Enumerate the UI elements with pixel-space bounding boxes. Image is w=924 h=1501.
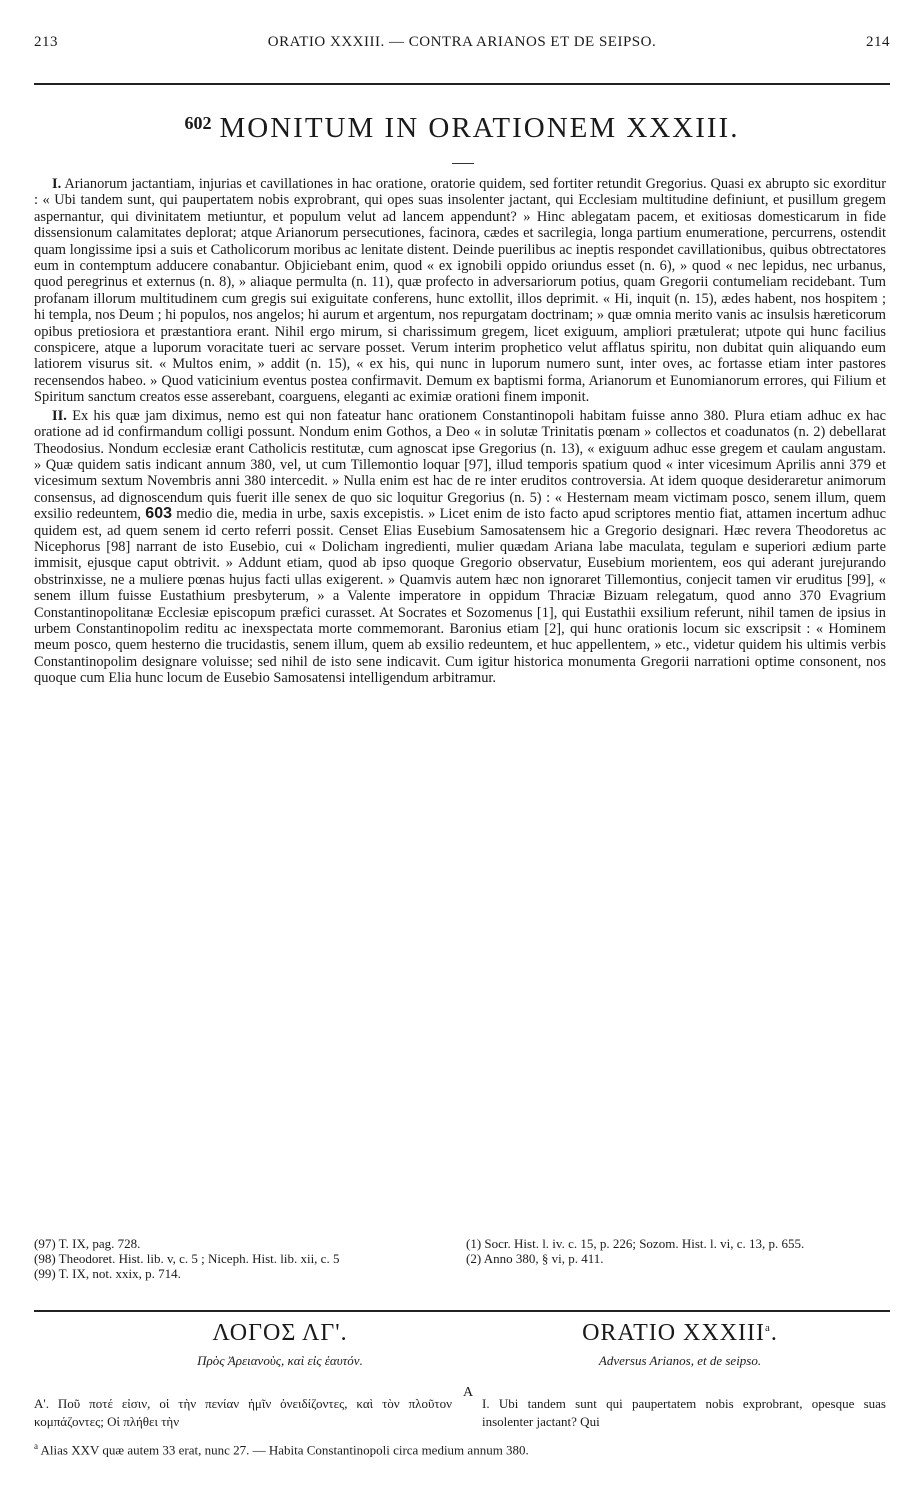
greek-subtitle: Πρὸς Ἀρειανοὺς, καὶ εἰς ἑαυτόν. xyxy=(197,1353,363,1368)
latin-title-text: ORATIO XXXIII xyxy=(582,1320,766,1346)
column-marker: 603 xyxy=(145,505,172,523)
running-title: ORATIO XXXIII. — CONTRA ARIANOS ET DE SEIPSO. xyxy=(267,34,657,50)
paragraph-text-continued: medio die, media in urbe, saxis excepistis. » Licet enim de isto facto apud scriptores mentio fiat, attamen incertum adhuc quidem est, ad quem senem id certo referri possit. Censet Elias Eusebium Samosatensem hic a Gregorio designari. Hæc revera Theodoretus ac Nicephorus [98] narrant de isto Eusebio, cui « Dolicham ingredienti, mulier quædam Ariana labe maculata, tegulam e superiori ædium parte immisit, ejusque caput obtrivit. » Addunt etiam, quod ab ipso quoque Gregorio observatur, Eusebium morientem, eos qui aderant jurejurando obstrinxisse, ne a muliere pœnas hujus facti ullas exigerent. » Quamvis autem hæc non ignoraret Tillemontius, conjecit tamen vir eruditus [99], « senem illum fuisse Eustathium presbyterum, » a Valente imperatore in oppidum Thraciæ Bizuam relegatum, quod anno 370 Evagrium Constantinopolitanæ Ecclesiæ episcopum præfici curasset. At Socrates et Sozomenus [1], qui Eustathii exsilium referunt, nihil tamen de ipsius in urbem Constantinopolim reditu ac inexspectata morte commemorant. Baronius etiam [2], qui hunc orationis locum sic exscripsit : « Hominem meum posco, quem hesterno die trucidastis, senem illum, quem ab exsilio redeuntem, et huc appellentem, » etc., videtur quidem his ultimis verbis Constantinopolim designare voluisse; sed nihil de isto sene indicavit. Cum igitur historica monumenta Gregorii narrationi optime consonent, nos quoque cum Elia hunc locum de Eusebio Samosatensi intelligendum arbitramur. xyxy=(34,506,886,687)
latin-title: ORATIO XXXIII$^a$. xyxy=(582,1320,778,1346)
footnote: (99) T. IX, not. xxix, p. 714. xyxy=(34,1266,181,1281)
paragraph-number: II. xyxy=(52,407,67,424)
section-rule xyxy=(34,1310,890,1312)
greek-title: ΛΟΓΟΣ ΛΓ'. xyxy=(212,1320,348,1346)
paragraph-text: Ex his quæ jam diximus, nemo est qui non fateatur hanc orationem Constantinopoli habitam fuisse anno 380. Plura etiam adhuc ex hac oratione ad id confirmandum colligi possunt. Nondum enim Gothos, a Deo « in solutæ Trinitatis pœnam » collectos et coadunatos (n. 2) debellarat Theodosius. Nondum ecclesiæ erant Catholicis restitutæ, cum agnoscat ipse Gregorius (n. 13), « exiguum adhuc esse gregem et caulam angustam. » Quæ quidem satis indicant annum 380, vel, ut cum Tillemontio loquar [97], illud temporis spatium quod « inter vicesimum Aprilis anni 379 et vicesimum sextum Novembris anni 380 intercedit. » Nulla enim est hac de re inter eruditos controversia. At idem quoque desideraretur animorum consensus, ad dignoscendum quis fuerit ille senex de quo sic loquitur Gregorius (n. 5) : « Hesternam meam victimam posco, senem illum, quem exsilio redeuntem, xyxy=(34,407,886,523)
latin-subtitle: Adversus Arianos, et de seipso. xyxy=(598,1353,762,1368)
marginal-number: 602 xyxy=(184,113,212,133)
latin-heading xyxy=(530,1320,830,1369)
page-number-left: 213 xyxy=(34,34,58,50)
bottom-footnote xyxy=(34,1438,886,1458)
latin-title-note-mark: a xyxy=(765,1322,771,1334)
bottom-note-mark: a xyxy=(34,1441,38,1451)
paragraph-2 xyxy=(34,408,886,687)
bottom-note-text: Alias XXV quæ autem 33 erat, nunc 27. — Habita Constantinopoli circa medium annum 380. xyxy=(40,1442,529,1458)
latin-column-text: I. Ubi tandem sunt qui paupertatem nobis exprobrant, opesque suas insolenter jactant? Qui xyxy=(482,1396,886,1429)
monitum-title xyxy=(0,112,924,145)
footnotes-left xyxy=(34,1236,454,1281)
column-letter: A xyxy=(463,1385,474,1400)
monitum-body xyxy=(34,176,886,689)
monitum-title-text: MONITUM IN ORATIONEM XXXIII. xyxy=(219,112,740,144)
footnote: (98) Theodoret. Hist. lib. v, c. 5 ; Niceph. Hist. lib. xii, c. 5 xyxy=(34,1251,340,1266)
greek-column-text: Α'. Ποῦ ποτέ εἰσιν, οἱ τὴν πενίαν ἡμῖν ὀνειδίζοντες, καὶ τὸν πλοῦτον κομπάζοντες; Οἱ πλήθει τὴν xyxy=(34,1396,452,1429)
paragraph-number: I. xyxy=(52,176,62,192)
running-head xyxy=(34,34,890,51)
footnotes-right xyxy=(466,1236,886,1281)
header-rule xyxy=(34,83,890,85)
title-dash xyxy=(452,163,474,164)
footnotes xyxy=(34,1236,886,1281)
page-number-right: 214 xyxy=(865,34,890,50)
footnote: (2) Anno 380, § vi, p. 411. xyxy=(466,1251,604,1266)
paragraph-text: Arianorum jactantiam, injurias et cavillationes in hac oratione, oratorie quidem, sed fortiter retundit Gregorius. Quasi ex abrupto sic exorditur : « Ubi tandem sunt, qui paupertatem nobis exprobrant, qui opes suas insolenter jactant, qui Ecclesiam multitudine definiunt, et pusillum gregem aspernantur, qui divinitatem metiuntur, et populum velut ad lancem appendunt? » Hinc ablegatam pacem, et exitiosas domesticarum in fide dissensionum calamitates deplorat; atque Arianorum persecutiones, facinora, cædes et sacrilegia, longa partium enumeratione, percurrens, ostendit quam longissime ipsi a suis et Catholicorum moribus ac lenitate distent. Deinde puerilibus ac ineptis respondet cavillationibus, quibus obtrectatores eum in contemptum adducere conabantur. Objiciebant enim, quod « ex ignobili oppido oriundus esset (n. 6), » quod « nec lepidus, nec urbanus, quod peregrinus et externus (n. 8), » aliaque permulta (n. 11), quæ profecto in adversariorum potius, quam Gregorii contumeliam recidebant. Tum profanam illorum multitudinem cum gregis sui exiguitate conferens, hunc extollit, illos deprimit. « Hi, inquit (n. 15), ædes habent, nos hospitem ; hi templa, nos Deum ; hi populos, nos angelos; hi aurum et argentum, nos repurgatam doctrinam; » quæ omnia merito vanis ac insulsis hæreticorum opibus pretiosiora et præstantiora erant. Nihil ergo mirum, si charissimum gregem, licet exiguum, ampliori prætulerat; utpote qui hunc facilius conspicere, atque a luporum voracitate tueri ac servare posset. Verum interim prophetico velut afflatus spiritu, non dubitat quin aliquando eum latiorem visurus sit. « Multos enim, » addit (n. 15), « ex his, qui nunc in luporum numero sunt, inter oves, ac fortasse etiam inter pastores recensendos habeo. » Quod vaticinium eventus postea confirmavit. Demum ex baptismi forma, Arianorum et Eunomianorum errores, qui Filium et Spiritum sanctum creatos esse asserebant, coarguens, eleganti ac eximiæ orationi finem imponit. xyxy=(34,176,886,406)
greek-heading xyxy=(130,1320,430,1369)
paragraph-1 xyxy=(34,176,886,406)
footnote: (1) Socr. Hist. l. iv. c. 15, p. 226; Sozom. Hist. l. vi, c. 13, p. 655. xyxy=(466,1236,805,1251)
footnote: (97) T. IX, pag. 728. xyxy=(34,1236,141,1251)
